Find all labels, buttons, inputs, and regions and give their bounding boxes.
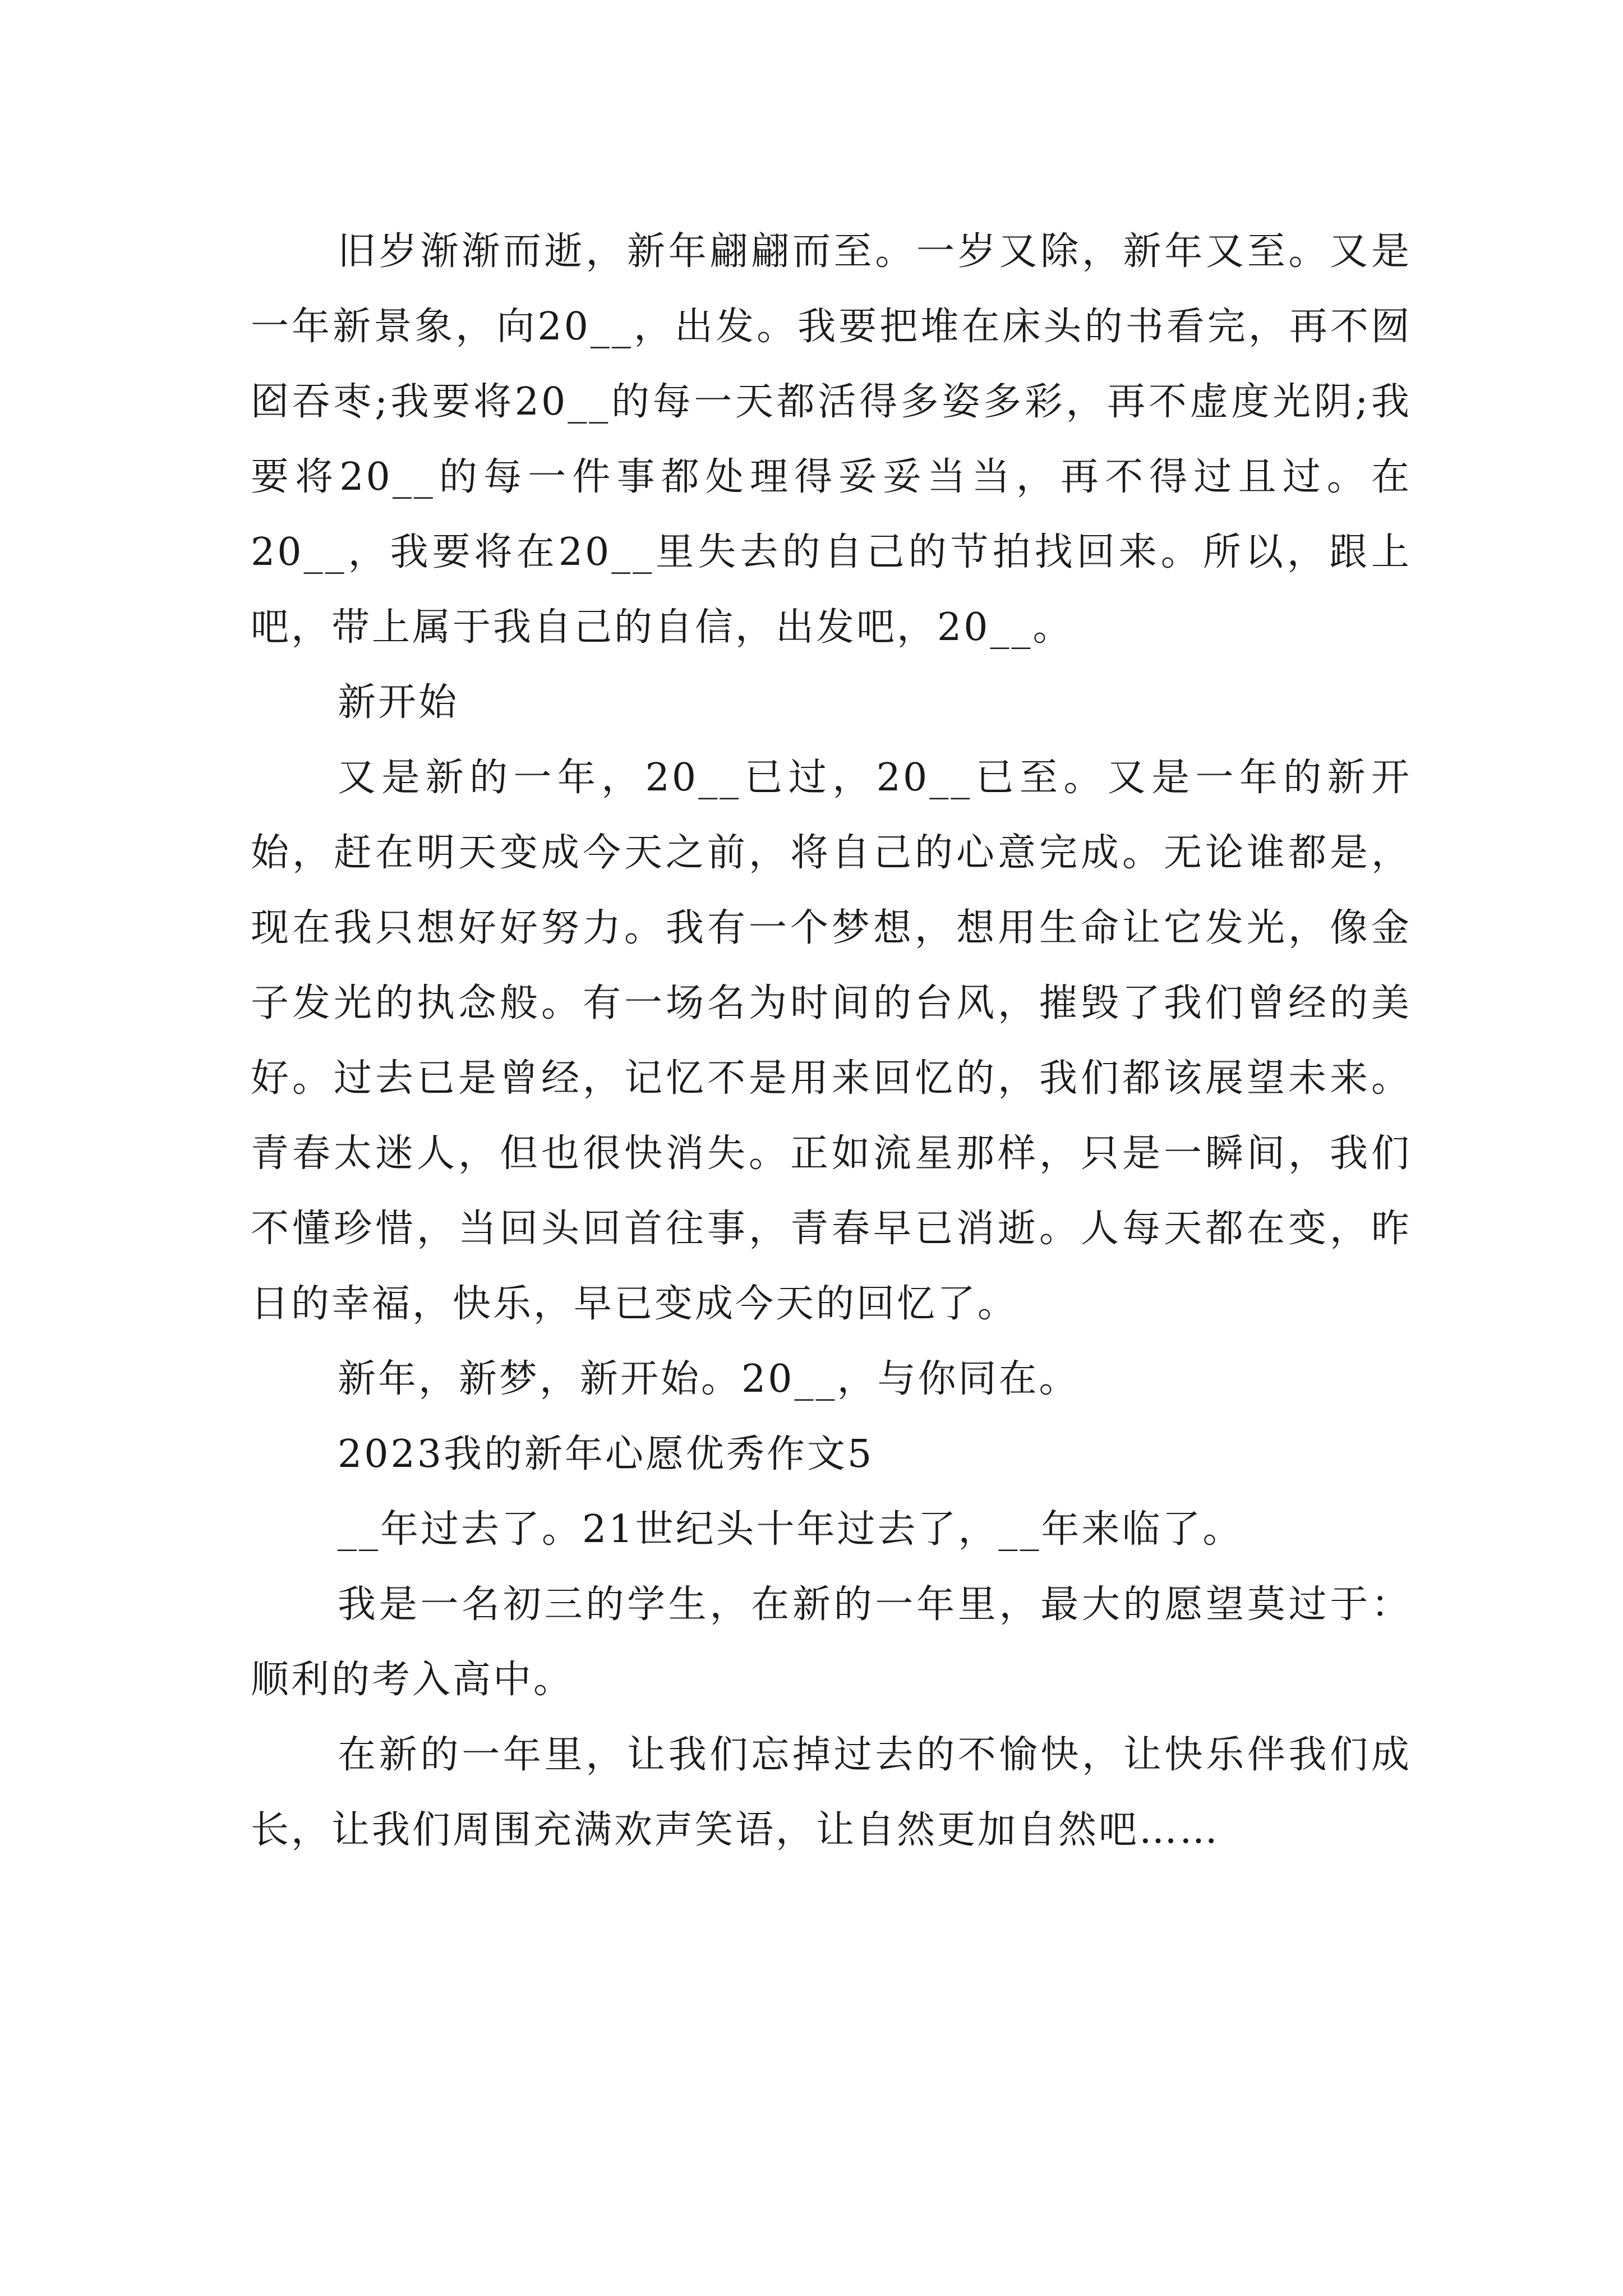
paragraph-student-wish: 我是一名初三的学生，在新的一年里，最大的愿望莫过于：顺利的考入高中。 bbox=[251, 1582, 1412, 1702]
section-heading-new-start: 新开始 bbox=[338, 680, 459, 725]
document-body bbox=[251, 214, 1412, 1868]
paragraph-forget-past: 在新的一年里，让我们忘掉过去的不愉快，让快乐伴我们成长，让我们周围充满欢声笑语，让自然更加自然吧…… bbox=[251, 1733, 1412, 1852]
paragraph-year-passed: __年过去了。21世纪头十年过去了，__年来临了。 bbox=[338, 1507, 1243, 1552]
paragraph-new-start: 又是新的一年，20__已过，20__已至。又是一年的新开始，赶在明天变成今天之前，将自己的心意完成。无论谁都是，现在我只想好好努力。我有一个梦想，想用生命让它发光，像金子发光的执念般。有一场名为时间的台风，摧毁了我们曾经的美好。过去已是曾经，记忆不是用来回忆的，我们都该展望未来。 青春太迷人，但也很快消失。正如流星那样，只是一瞬间，我们不懂珍惜，当回头回首往事，青春早已消逝。人每天都在变，昨日的幸福，快乐，早已变成今天的回忆了。 bbox=[251, 756, 1412, 1326]
paragraph-new-year-journey: 旧岁渐渐而逝，新年翩翩而至。一岁又除，新年又至。又是一年新景象，向20__，出发。我要把堆在床头的书看完，再不囫囵吞枣;我要将20__的每一天都活得多姿多彩，再不虚度光阴;我要将20__的每一件事都处理得妥妥当当，再不得过且过。在20__，我要将在20__里失去的自己的节拍找回来。所以，跟上吧，带上属于我自己的自信，出发吧，20__。 bbox=[251, 229, 1412, 650]
paragraph-new-dream: 新年，新梦，新开始。20__，与你同在。 bbox=[338, 1357, 1080, 1401]
essay-title: 2023我的新年心愿优秀作文5 bbox=[338, 1432, 874, 1476]
